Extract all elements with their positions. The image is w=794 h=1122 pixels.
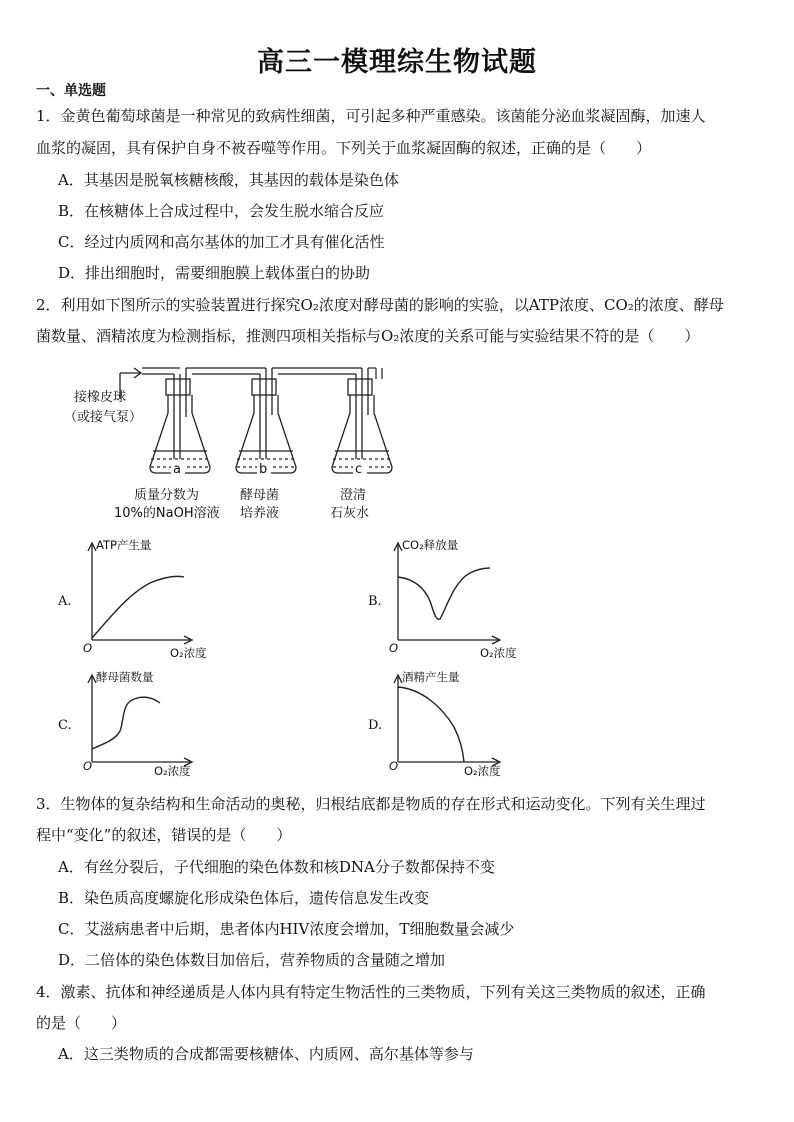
graph-d-curve [398, 687, 464, 762]
q2-stem-line1: 2．利用如下图所示的实验装置进行探究O₂浓度对酵母菌的影响的实验，以ATP浓度、CO₂的浓度、酵母 [36, 296, 724, 314]
graph-a [50, 535, 220, 665]
graph-d-ylabel: 酒精产生量 [402, 670, 460, 684]
page-title: 高三一模理综生物试题 [257, 47, 537, 78]
graph-a-xlabel: O₂浓度 [170, 646, 207, 660]
graph-b-curve [398, 568, 490, 619]
graph-a-axes [88, 543, 192, 644]
q4-stem-line1: 4．激素、抗体和神经递质是人体内具有特定生物活性的三类物质，下列有关这三类物质的叙述，正确 [36, 983, 706, 1001]
q2-stem-line2: 菌数量、酒精浓度为检测指标，推测四项相关指标与O₂浓度的关系可能与实验结果不符的是（ ） [36, 327, 700, 345]
flask-b [236, 368, 296, 473]
q1-stem-line1: 1．金黄色葡萄球菌是一种常见的致病性细菌，可引起多种严重感染。该菌能分泌血浆凝固酶，加速人 [36, 107, 706, 125]
flask-a-label-1: 质量分数为 [134, 488, 200, 503]
q4-stem-line2: 的是（ ） [36, 1014, 127, 1032]
flask-b-label-1: 酵母菌 [240, 488, 280, 503]
pump-label-2: （或接气泵） [64, 410, 143, 425]
graph-c [50, 667, 220, 782]
graph-c-xlabel: O₂浓度 [154, 764, 191, 778]
graph-b-option: B. [368, 594, 382, 609]
q1-option-a: A．其基因是脱氧核糖核酸，其基因的载体是染色体 [58, 171, 399, 189]
q3-option-c: C．艾滋病患者中后期，患者体内HIV浓度会增加，T细胞数量会减少 [58, 920, 515, 938]
q3-stem-line1: 3．生物体的复杂结构和生命活动的奥秘，归根结底都是物质的存在形式和运动变化。下列有关生理过 [36, 795, 706, 813]
graph-a-curve [92, 576, 184, 638]
flask-a [150, 368, 210, 473]
graph-d-origin: O [389, 759, 399, 773]
q3-option-d: D．二倍体的染色体数目加倍后，营养物质的含量随之增加 [58, 951, 446, 969]
flask-a-label-2: 10%的NaOH溶液 [114, 506, 220, 521]
flask-b-label-2: 培养液 [240, 506, 280, 521]
flask-c-label-2: 石灰水 [330, 506, 370, 521]
apparatus-diagram [0, 355, 794, 530]
graph-b-ylabel: CO₂释放量 [402, 538, 459, 552]
graph-b-xlabel: O₂浓度 [480, 646, 517, 660]
flask-c [332, 368, 392, 473]
q1-option-b: B．在核糖体上合成过程中，会发生脱水缩合反应 [58, 202, 385, 220]
graph-c-curve [92, 697, 160, 749]
graph-c-ylabel: 酵母菌数量 [96, 670, 154, 684]
q4-option-a: A．这三类物质的合成都需要核糖体、内质网、高尔基体等参与 [58, 1045, 474, 1063]
flask-a-letter: a [173, 462, 181, 477]
graph-c-origin: O [83, 759, 93, 773]
graph-b-origin: O [389, 641, 399, 655]
flask-c-letter: c [355, 462, 363, 477]
graph-a-origin: O [83, 641, 93, 655]
section-heading: 一、单选题 [36, 83, 106, 99]
q3-option-a: A．有丝分裂后，子代细胞的染色体数和核DNA分子数都保持不变 [58, 858, 495, 876]
q1-option-d: D．排出细胞时，需要细胞膜上载体蛋白的协助 [58, 264, 371, 282]
connecting-tubes [142, 368, 382, 379]
graph-d-xlabel: O₂浓度 [464, 764, 501, 778]
q3-stem-line2: 程中“变化”的叙述，错误的是（ ） [36, 826, 292, 844]
q1-option-c: C．经过内质网和高尔基体的加工才具有催化活性 [58, 233, 385, 251]
graph-d [362, 667, 532, 782]
graph-b [362, 535, 532, 665]
graph-b-axes [394, 543, 500, 644]
q1-stem-line2: 血浆的凝固，具有保护自身不被吞噬等作用。下列关于血浆凝固酶的叙述，正确的是（ ） [36, 139, 652, 157]
pump-label-1: 接橡皮球 [74, 390, 127, 405]
graph-c-axes [88, 675, 192, 766]
flask-c-label-1: 澄清 [340, 488, 367, 503]
graph-a-ylabel: ATP产生量 [96, 538, 152, 552]
graph-d-option: D. [368, 718, 383, 733]
graph-c-option: C. [58, 718, 72, 733]
graph-a-option: A. [58, 594, 72, 609]
q3-option-b: B．染色质高度螺旋化形成染色体后，遗传信息发生改变 [58, 889, 430, 907]
flask-b-letter: b [259, 462, 268, 477]
